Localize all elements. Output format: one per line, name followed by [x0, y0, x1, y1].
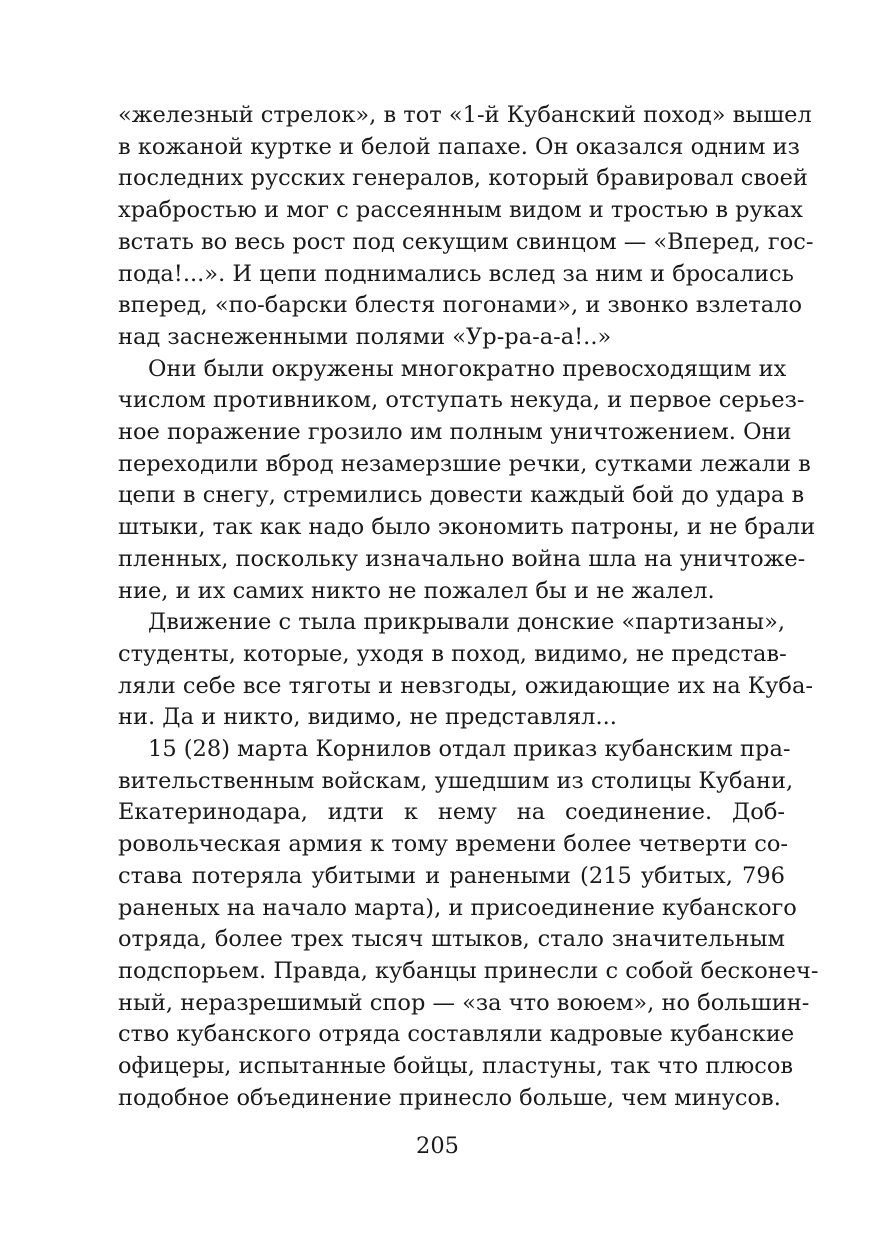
- text-line: встать во весь рост под секущим свинцом — «Вперед, гос-: [118, 228, 814, 255]
- paragraph: [118, 100, 814, 354]
- page-number: 205: [416, 1133, 459, 1159]
- text-line: става потеряла убитыми и ранеными (215 убитых, 796: [118, 862, 785, 889]
- text-line: над заснеженными полями «Ур-ра-а-а!..»: [118, 323, 612, 350]
- text-line: пода!...». И цепи поднимались вслед за ним и бросались: [118, 260, 794, 287]
- text-line: отряда, более трех тысяч штыков, стало значительным: [118, 926, 785, 953]
- text-line: подобное объединение принесло больше, чем минусов.: [118, 1084, 781, 1111]
- text-line: ние, и их самих никто не пожалел бы и не жалел.: [118, 577, 715, 604]
- text-line: ровольческая армия к тому времени более четверти со-: [118, 831, 788, 858]
- text-line: ляли себе все тяготы и невзгоды, ожидающие их на Куба-: [118, 672, 813, 699]
- text-line: вперед, «по-барски блестя погонами», и звонко взлетало: [118, 292, 802, 319]
- text-line: студенты, которые, уходя в поход, видимо, не представ-: [118, 640, 787, 667]
- text-line: ство кубанского отряда составляли кадровые кубанские: [118, 1021, 795, 1048]
- text-line: Они были окружены многократно превосходящим их: [148, 355, 787, 382]
- text-line: вительственным войскам, ушедшим из столицы Кубани,: [118, 767, 794, 794]
- text-line: ное поражение грозило им полным уничтожением. Они: [118, 419, 792, 446]
- text-line: последних русских генералов, который бравировал своей: [118, 165, 808, 192]
- text-line: «железный стрелок», в тот «1-й Кубанский поход» вышел: [118, 102, 812, 128]
- text-line: Движение с тыла прикрывали донские «партизаны»,: [148, 609, 785, 636]
- text-line: ни. Да и никто, видимо, не представлял...: [118, 704, 617, 731]
- text-line: ный, неразрешимый спор — «за что воюем», но большин-: [118, 989, 810, 1016]
- paragraph: [118, 607, 813, 734]
- paragraph: [118, 354, 816, 608]
- text-line: Екатеринодара, идти к нему на соединение. Доб-: [118, 799, 785, 826]
- text-line: цепи в снегу, стремились довести каждый бой до удара в: [118, 482, 805, 509]
- text-line: раненых на начало марта), и присоединение кубанского: [118, 894, 797, 921]
- text-line: офицеры, испытанные бойцы, пластуны, так что плюсов: [118, 1053, 794, 1080]
- text-line: 15 (28) марта Корнилов отдал приказ кубанским пра-: [148, 736, 791, 763]
- text-line: храбростью и мог с рассеянным видом и тростью в руках: [118, 197, 803, 224]
- paragraph: [118, 734, 819, 1114]
- page-body: [118, 100, 819, 1115]
- text-line: числом противником, отступать некуда, и первое серьез-: [118, 387, 805, 414]
- text-line: в кожаной куртке и белой папахе. Он оказался одним из: [118, 133, 800, 160]
- text-line: переходили вброд незамерзшие речки, сутками лежали в: [118, 450, 811, 477]
- text-line: подспорьем. Правда, кубанцы принесли с собой бесконеч-: [118, 957, 819, 984]
- text-line: штыки, так как надо было экономить патроны, и не брали: [118, 514, 816, 541]
- text-line: пленных, поскольку изначально война шла на уничтоже-: [118, 545, 806, 572]
